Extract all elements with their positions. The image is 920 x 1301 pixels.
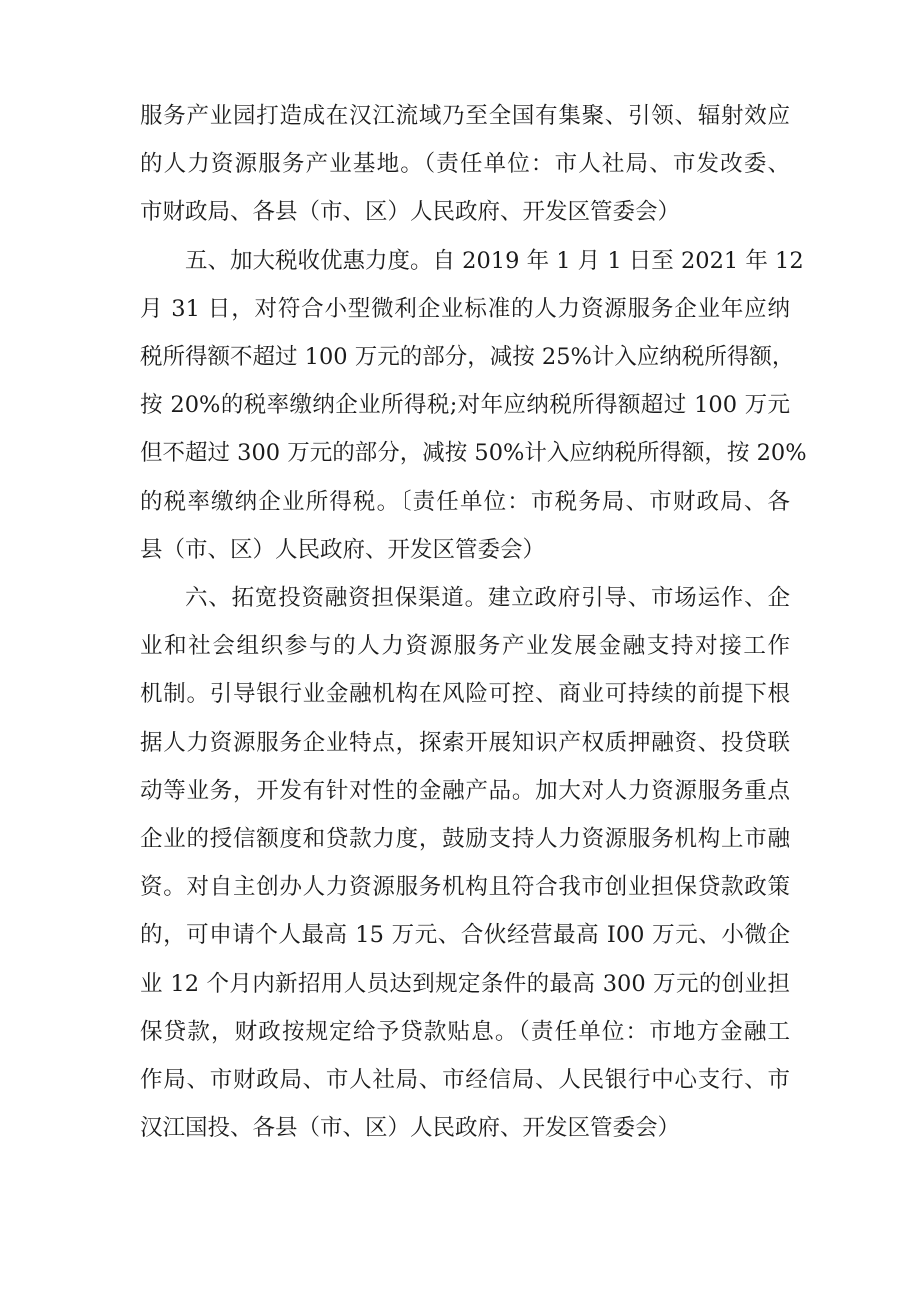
text-line: 的税率缴纳企业所得税。〔责任单位：市税务局、市财政局、各 (140, 488, 790, 515)
text-line: 据人力资源服务企业特点，探索开展知识产权质押融资、投贷联 (140, 729, 790, 756)
text-line: 税所得额不超过 100 万元的部分，减按 25%计入应纳税所得额， (140, 344, 795, 371)
text-line: 县（市、区）人民政府、开发区管委会） (140, 536, 546, 563)
paragraph-financing-channels (140, 574, 790, 1152)
text-line: 企业的授信额度和贷款力度，鼓励支持人力资源服务机构上市融 (140, 826, 790, 853)
text-line: 机制。引导银行业金融机构在风险可控、商业可持续的前提下根 (140, 681, 790, 708)
text-line: 汉江国投、各县（市、区）人民政府、开发区管委会） (140, 1115, 681, 1142)
text-line: 的，可申请个人最高 15 万元、合伙经营最高 I00 万元、小微企 (140, 922, 790, 949)
text-line: 市财政局、各县（市、区）人民政府、开发区管委会） (140, 199, 681, 226)
document-body (140, 92, 807, 1152)
text-line: 按 20%的税率缴纳企业所得税;对年应纳税所得额超过 100 万元 (140, 392, 790, 419)
text-line: 但不超过 300 万元的部分，减按 50%计入应纳税所得额，按 20% (140, 440, 807, 467)
text-line: 业和社会组织参与的人力资源服务产业发展金融支持对接工作 (140, 633, 790, 660)
paragraph-tax-incentives (140, 237, 807, 574)
text-line: 动等业务，开发有针对性的金融产品。加大对人力资源服务重点 (140, 777, 790, 804)
paragraph-continuation (140, 92, 790, 237)
text-line: 资。对自主创办人力资源服务机构且符合我市创业担保贷款政策 (140, 874, 790, 901)
text-line: 作局、市财政局、市人社局、市经信局、人民银行中心支行、市 (140, 1067, 790, 1094)
text-line: 月 31 日，对符合小型微利企业标准的人力资源服务企业年应纳 (140, 295, 790, 322)
text-line: 五、加大税收优惠力度。自 2019 年 1 月 1 日至 2021 年 12 (185, 247, 804, 274)
text-line: 的人力资源服务产业基地。（责任单位：市人社局、市发改委、 (140, 151, 790, 178)
text-line: 保贷款，财政按规定给予贷款贴息。（责任单位：市地方金融工 (140, 1018, 790, 1045)
text-line: 六、拓宽投资融资担保渠道。建立政府引导、市场运作、企 (185, 585, 790, 612)
text-line: 服务产业园打造成在汉江流域乃至全国有集聚、引领、辐射效应 (140, 103, 790, 129)
text-line: 业 12 个月内新招用人员达到规定条件的最高 300 万元的创业担 (140, 970, 790, 997)
